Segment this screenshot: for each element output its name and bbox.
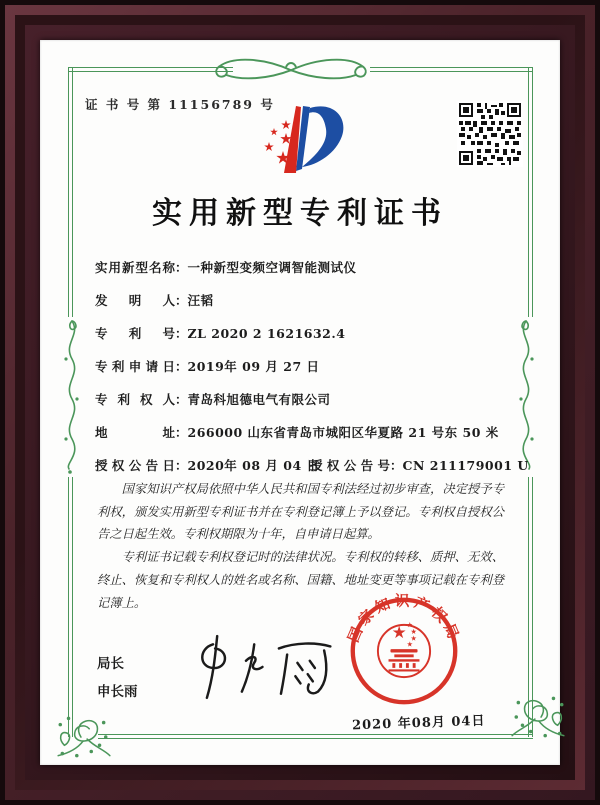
field-colon: ： (175, 293, 188, 308)
field-value: 一种新型变频空调智能测试仪 (187, 260, 357, 275)
field-row-patentee (95, 390, 331, 408)
floral-corner-right-icon (508, 690, 570, 746)
field-colon: ： (175, 392, 188, 407)
signer-name: 申长雨 (97, 684, 138, 701)
field-value: CN 211179001 U (402, 458, 529, 473)
field-colon: ： (175, 425, 188, 440)
field-colon: ： (175, 260, 188, 275)
field-grant-number (310, 456, 529, 474)
flourish-left-icon (58, 315, 84, 479)
field-value: 2020年 08 月 04 日 (187, 458, 320, 473)
seal-agency-text: 国家知识产权局 (346, 593, 462, 645)
field-row-name (95, 258, 357, 276)
field-row-inventor (95, 291, 214, 309)
certificate-number: 证 书 号 第 11156789 号 (85, 97, 275, 112)
flourish-top-icon (203, 51, 379, 91)
border-left-lower-segment (68, 477, 73, 737)
field-label: 授权公告号 (310, 458, 390, 473)
field-label: 地址 (95, 425, 175, 440)
qr-code (457, 101, 523, 171)
floral-corner-left-icon (52, 710, 114, 766)
field-label: 专利号 (95, 326, 175, 341)
field-colon: ： (175, 359, 188, 374)
field-label: 实用新型名称 (95, 260, 175, 275)
border-top-right-segment (370, 67, 533, 72)
seal-emblem-building (389, 649, 420, 671)
field-value: ZL 2020 2 1621632.4 (187, 326, 346, 341)
field-label: 专利申请日 (95, 359, 175, 374)
svg-text:国家知识产权局 (346, 593, 462, 645)
field-label: 发明人 (95, 293, 175, 308)
field-colon: ： (175, 458, 188, 473)
field-value: 汪韬 (187, 293, 214, 308)
field-colon: ： (390, 458, 403, 473)
certificate-page (40, 40, 560, 765)
border-bottom-segment (98, 734, 533, 739)
field-colon: ： (175, 326, 188, 341)
signer-title: 局长 (97, 656, 124, 672)
field-row-grant (95, 456, 529, 474)
seal-date: 2020 年08月 04日 (351, 713, 486, 734)
official-seal (346, 593, 462, 713)
field-row-patent-number (95, 324, 345, 342)
field-value: 青岛科旭德电气有限公司 (187, 392, 331, 407)
cnipa-logo-icon (252, 96, 348, 186)
field-label: 授权公告日 (95, 458, 175, 473)
signer-block (97, 650, 138, 707)
field-value: 2019年 09 月 27 日 (187, 359, 320, 374)
flourish-right-icon (514, 315, 540, 479)
certificate-title: 实用新型专利证书 (152, 196, 448, 231)
legal-paragraph-2: 专利证书记载专利权登记时的法律状况。专利权的转移、质押、无效、终止、恢复和专利权人的姓名或名称、国籍、地址变更等事项记载在专利登记簿上。 (97, 550, 504, 610)
legal-paragraph-1: 国家知识产权局依照中华人民共和国专利法经过初步审查，决定授予专利权，颁发实用新型专利证书并在专利登记簿上予以登记。专利权自授权公告之日起生效。专利权期限为十年，自申请日起算。 (97, 482, 504, 542)
signature-handwriting (192, 632, 337, 708)
field-value: 266000 山东省青岛市城阳区华夏路 21 号东 50 米 (187, 425, 499, 440)
field-row-filing-date (95, 357, 320, 375)
field-row-address (95, 423, 499, 441)
field-label: 专利权人 (95, 392, 175, 407)
